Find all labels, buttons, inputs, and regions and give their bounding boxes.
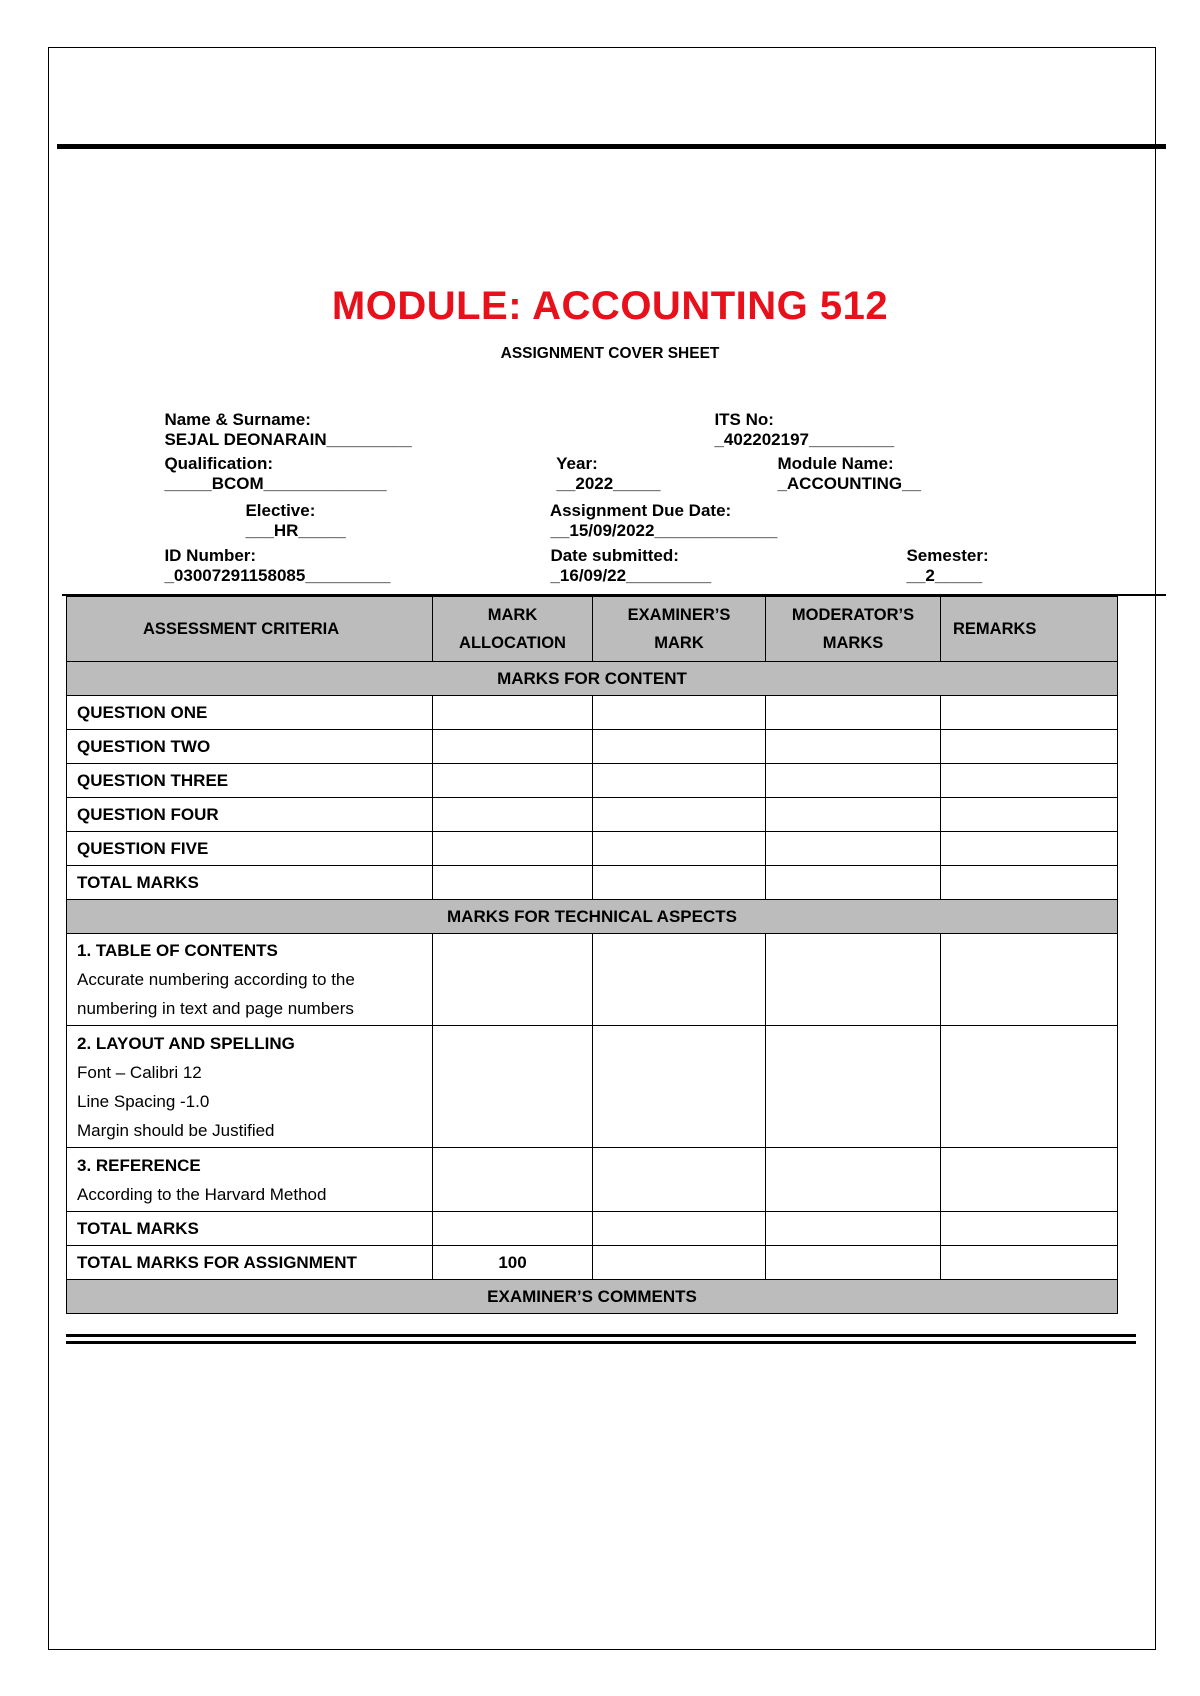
mark-allocation-cell[interactable] [433,1212,593,1246]
mark-allocation-cell[interactable] [433,696,593,730]
table-row [67,696,1118,730]
due-date-label: Assignment Due Date: [549,501,732,520]
table-row [67,1246,1118,1280]
mark-allocation-cell[interactable] [433,1148,593,1212]
id-number-label: ID Number: [164,546,257,565]
reference-line: According to the Harvard Method [77,1184,327,1204]
examiner-mark-cell[interactable] [593,1026,766,1148]
total-assignment-mark: 100 [433,1246,593,1280]
cover-sheet-subtitle: ASSIGNMENT COVER SHEET [500,345,720,362]
header-mark-allocation-line2: ALLOCATION [459,634,566,652]
mark-allocation-cell[interactable] [433,832,593,866]
its-value: _402202197_________ [714,430,895,449]
remarks-cell[interactable] [941,1148,1118,1212]
moderator-mark-cell[interactable] [766,934,941,1026]
layout-criteria-cell [67,1026,433,1148]
reference-criteria-cell [67,1148,433,1212]
layout-line: Line Spacing -1.0 [77,1091,210,1111]
moderator-mark-cell[interactable] [766,798,941,832]
remarks-cell[interactable] [941,764,1118,798]
header-examiners-mark [593,597,766,662]
section-technical-label: MARKS FOR TECHNICAL ASPECTS [67,900,1118,934]
date-submitted-label: Date submitted: [550,546,679,565]
bottom-double-rule-lower [66,1341,1136,1344]
remarks-cell[interactable] [941,798,1118,832]
section-comments-label: EXAMINER’S COMMENTS [67,1280,1118,1314]
examiner-mark-cell[interactable] [593,1148,766,1212]
table-row [67,934,1118,1026]
remarks-cell[interactable] [941,730,1118,764]
assessment-table [66,596,1118,1314]
header-examiners-mark-line1: EXAMINER’S [627,606,731,624]
moderator-mark-cell[interactable] [766,866,941,900]
layout-line: Margin should be Justified [77,1120,275,1140]
examiner-mark-cell[interactable] [593,934,766,1026]
module-label: Module Name: [777,454,894,473]
header-moderators-marks-line2: MARKS [822,634,884,652]
total-assignment-label: TOTAL MARKS FOR ASSIGNMENT [67,1246,433,1280]
moderator-mark-cell[interactable] [766,1026,941,1148]
table-row [67,1212,1118,1246]
reference-title: 3. REFERENCE [77,1155,201,1175]
moderator-mark-cell[interactable] [766,832,941,866]
remarks-cell[interactable] [941,1212,1118,1246]
layout-title: 2. LAYOUT AND SPELLING [77,1033,295,1053]
total-marks-label: TOTAL MARKS [67,1212,433,1246]
table-row [67,1148,1118,1212]
examiner-mark-cell[interactable] [593,798,766,832]
name-label: Name & Surname: [164,410,311,429]
examiner-mark-cell[interactable] [593,730,766,764]
year-label: Year: [556,454,598,473]
due-date-value: __15/09/2022_____________ [550,521,778,540]
moderator-mark-cell[interactable] [766,1246,941,1280]
header-assessment-criteria: ASSESSMENT CRITERIA [67,597,433,662]
row-label: QUESTION THREE [67,764,433,798]
remarks-cell[interactable] [941,934,1118,1026]
toc-title: 1. TABLE OF CONTENTS [77,941,278,960]
mark-allocation-cell[interactable] [433,764,593,798]
mark-allocation-cell[interactable] [433,730,593,764]
its-label: ITS No: [714,410,774,429]
row-label: QUESTION ONE [67,696,433,730]
top-rule [57,144,1166,149]
semester-label: Semester: [906,546,989,565]
qualification-value: _____BCOM_____________ [164,474,387,493]
remarks-cell[interactable] [941,1026,1118,1148]
table-row [67,1026,1118,1148]
toc-criteria-cell [67,934,433,1026]
elective-value: ___HR_____ [245,521,346,540]
moderator-mark-cell[interactable] [766,696,941,730]
remarks-cell[interactable] [941,696,1118,730]
module-title: MODULE: ACCOUNTING 512 [331,284,889,328]
moderator-mark-cell[interactable] [766,1212,941,1246]
date-submitted-value: _16/09/22_________ [550,566,712,585]
semester-value: __2_____ [906,566,983,585]
year-value: __2022_____ [556,474,661,493]
table-row [67,798,1118,832]
table-header-row [67,597,1118,662]
header-moderators-marks-line1: MODERATOR’S [791,606,915,624]
section-content-row [67,662,1118,696]
bottom-double-rule-upper [66,1334,1136,1337]
module-field [768,434,921,494]
semester-field [897,526,989,586]
header-mark-allocation [433,597,593,662]
remarks-cell[interactable] [941,1246,1118,1280]
layout-line: Font – Calibri 12 [77,1062,202,1082]
table-row [67,764,1118,798]
examiner-mark-cell[interactable] [593,764,766,798]
section-comments-row [67,1280,1118,1314]
row-label: QUESTION FIVE [67,832,433,866]
moderator-mark-cell[interactable] [766,1148,941,1212]
section-content-label: MARKS FOR CONTENT [67,662,1118,696]
mark-allocation-cell[interactable] [433,934,593,1026]
header-examiners-mark-line2: MARK [654,634,704,652]
remarks-cell[interactable] [941,832,1118,866]
id-number-value: _03007291158085_________ [164,566,391,585]
name-value: SEJAL DEONARAIN_________ [164,430,412,449]
examiner-mark-cell[interactable] [593,696,766,730]
examiner-mark-cell[interactable] [593,832,766,866]
toc-line: numbering in text and page numbers [77,999,354,1018]
moderator-mark-cell[interactable] [766,730,941,764]
mark-allocation-cell[interactable] [433,798,593,832]
mark-allocation-cell[interactable] [433,866,593,900]
examiner-mark-cell[interactable] [593,866,766,900]
table-row [67,832,1118,866]
section-technical-row [67,900,1118,934]
table-row [67,866,1118,900]
elective-label: Elective: [245,501,316,520]
row-label: TOTAL MARKS [67,866,433,900]
moderator-mark-cell[interactable] [766,764,941,798]
mark-allocation-cell[interactable] [433,1026,593,1148]
row-label: QUESTION TWO [67,730,433,764]
date-submitted-field [541,526,711,586]
header-mark-allocation-line1: MARK [487,606,538,624]
examiner-mark-cell[interactable] [593,1212,766,1246]
id-number-field [155,526,390,586]
toc-line: Accurate numbering according to the [77,970,355,989]
table-row [67,730,1118,764]
module-value: _ACCOUNTING__ [777,474,922,493]
header-remarks: REMARKS [941,597,1118,662]
header-moderators-marks [766,597,941,662]
row-label: QUESTION FOUR [67,798,433,832]
qualification-label: Qualification: [164,454,274,473]
examiner-mark-cell[interactable] [593,1246,766,1280]
remarks-cell[interactable] [941,866,1118,900]
